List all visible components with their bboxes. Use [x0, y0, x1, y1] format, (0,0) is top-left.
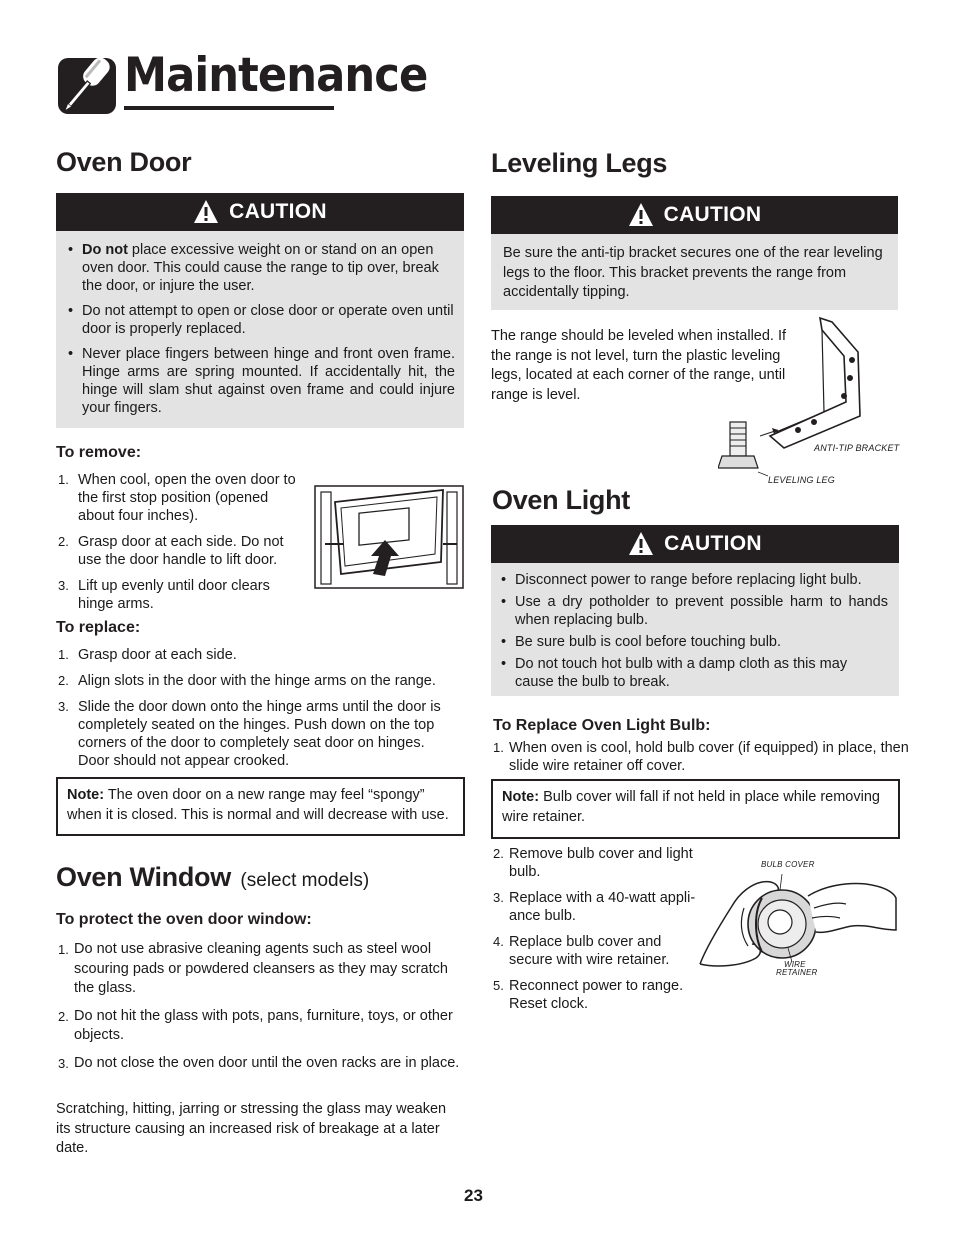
protect-window-list [56, 940, 464, 1073]
page-title: Maintenance [124, 48, 428, 103]
wire-label: WIRE [784, 960, 806, 969]
list-item: 2. Grasp door at each side. Do not use the door handle to lift door. [58, 534, 284, 568]
replace-steps-list [56, 646, 456, 770]
list-item: 3. Slide the door down onto the hinge arms until the door is completely seated on the hinges. Push down on the top corners of the door to completely seat door on hinges. Door should not appear crooked. [58, 699, 441, 769]
list-item: 1. Do not use abrasive cleaning agents such as steel wool scouring pads or powdered cleansers as they may scratch the glass. [58, 941, 448, 996]
protect-window-heading: To protect the oven door window: [56, 911, 312, 928]
replace-bulb-heading: To Replace Oven Light Bulb: [493, 717, 711, 734]
anti-tip-bracket-label: ANTI-TIP BRACKET [814, 443, 900, 453]
oven-window-closing-text: Scratching, hitting, jarring or stressing the glass may weaken its structure causing an increased risk of breakage at a later date. [56, 1101, 447, 1156]
oven-window-heading: Oven Window (select models) [56, 862, 370, 892]
oven-door-note: Note: The oven door on a new range may feel “spongy” when it is closed. This is normal and will decrease with use. [56, 777, 465, 836]
retainer-label: RETAINER [776, 968, 818, 977]
to-remove-heading: To remove: [56, 444, 142, 461]
caution-label: CAUTION [664, 532, 762, 555]
anti-tip-bracket-illustration [718, 312, 908, 480]
list-item: 1. When cool, open the oven door to the first stop position (opened about four inches). [58, 472, 296, 524]
oven-light-note: Note: Bulb cover will fall if not held in place while removing wire retainer. [491, 779, 900, 839]
list-item: 1. Grasp door at each side. [58, 647, 237, 663]
oven-door-caution-bar [56, 193, 464, 231]
oven-light-caution-box [491, 563, 899, 696]
list-item: 5. Reconnect power to range. Reset clock. [493, 978, 684, 1012]
list-item: 1. When oven is cool, hold bulb cover (if equipped) in place, then slide wire retainer off cover. [493, 740, 909, 774]
oven-light-heading: Oven Light [492, 485, 630, 515]
leveling-legs-caution-bar [491, 196, 898, 234]
bulb-replacement-illustration [696, 868, 902, 972]
warning-triangle-icon [193, 199, 219, 225]
oven-light-caution-bar [491, 525, 899, 563]
page-number: 23 [464, 1186, 483, 1205]
leveling-legs-heading: Leveling Legs [491, 148, 668, 178]
caution-label: CAUTION [229, 200, 327, 223]
list-item: 4. Replace bulb cover and secure with wire retainer. [493, 934, 670, 968]
caution-item: • Do not attempt to open or close door or operate oven until door is properly replaced. [66, 302, 455, 338]
list-item: 3. Replace with a 40-watt appli- ance bulb. [493, 890, 696, 924]
warning-triangle-icon [628, 531, 654, 557]
leveling-legs-body: The range should be leveled when installed. If the range is not level, turn the plastic leveling legs, located at each corner of the range, until range is level. [491, 328, 787, 403]
oven-door-removal-illustration [313, 484, 465, 590]
list-item: 3. Lift up evenly until door clears hinge arms. [58, 578, 270, 612]
oven-door-caution-box [56, 231, 464, 428]
caution-item: • Do not place excessive weight on or stand on an open oven door. This could cause the range to tip over, break the door, or injure the user. [66, 241, 455, 295]
caution-item: • Be sure bulb is cool before touching bulb. [499, 633, 888, 651]
replace-bulb-steps-list [491, 845, 706, 1013]
to-replace-heading: To replace: [56, 619, 141, 636]
caution-item: • Never place fingers between hinge and front oven frame. Hinge arms are spring mounted. If accidentally hit, the hinge will slam shut against oven frame and could injure your fingers. [66, 345, 455, 417]
list-item: 3. Do not close the oven door until the oven racks are in place. [58, 1054, 460, 1071]
list-item: 2. Align slots in the door with the hinge arms on the range. [58, 673, 436, 689]
warning-triangle-icon [628, 202, 654, 228]
title-underline [124, 106, 334, 110]
caution-item: • Use a dry potholder to prevent possible harm to hands when replacing bulb. [499, 593, 888, 629]
caution-item: • Disconnect power to range before replacing light bulb. [499, 571, 888, 589]
list-item: 2. Remove bulb cover and light bulb. [493, 846, 693, 880]
leveling-legs-caution-box: Be sure the anti-tip bracket secures one of the rear leveling legs to the floor. This bracket prevents the range from accidentally tipping. [491, 234, 898, 310]
remove-steps-list [56, 471, 306, 613]
list-item: 2. Do not hit the glass with pots, pans, furniture, toys, or other objects. [58, 1007, 453, 1043]
bulb-cover-label: BULB COVER [761, 860, 815, 869]
caution-label: CAUTION [663, 203, 762, 226]
screwdriver-icon [58, 58, 116, 114]
caution-item: • Do not touch hot bulb with a damp cloth as this may cause the bulb to break. [499, 655, 888, 691]
leveling-leg-label: LEVELING LEG [768, 475, 835, 485]
oven-door-heading: Oven Door [56, 147, 192, 177]
maintenance-logo [58, 58, 116, 114]
